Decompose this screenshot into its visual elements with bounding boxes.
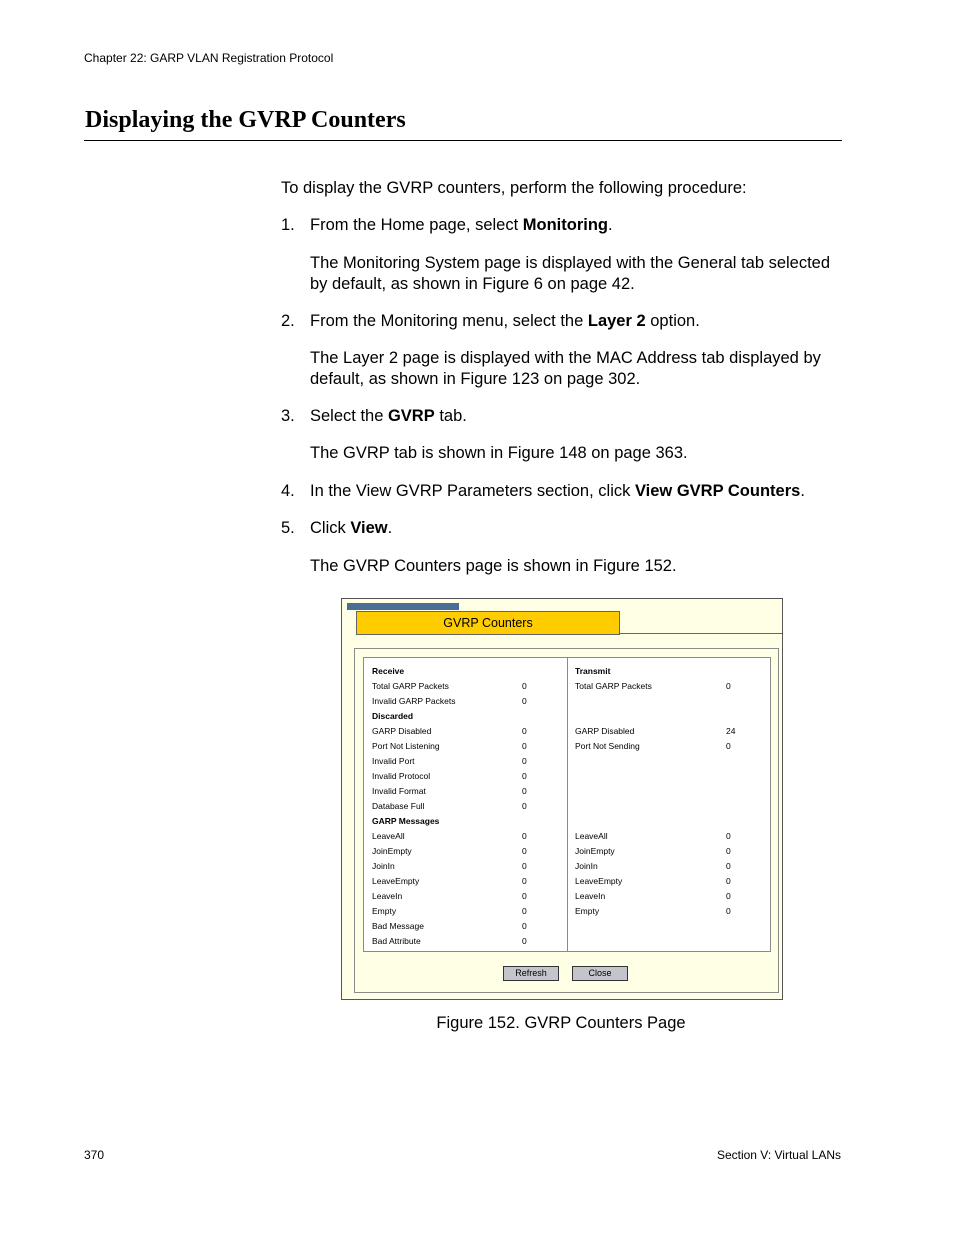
counter-label: Port Not Sending — [575, 741, 640, 751]
intro-text: To display the GVRP counters, perform the following procedure: — [281, 179, 747, 197]
footer-section: Section V: Virtual LANs — [716, 1148, 841, 1162]
counter-row — [575, 799, 765, 814]
counter-row — [575, 769, 765, 784]
step-text: From the Home page, select Monitoring. — [310, 216, 613, 234]
counter-row — [372, 889, 562, 904]
counter-label: LeaveEmpty — [372, 876, 420, 886]
step-note: The GVRP tab is shown in Figure 148 on page 363. — [310, 444, 688, 462]
counter-row — [372, 784, 562, 799]
counter-value: 24 — [726, 726, 736, 736]
tab-strip — [347, 603, 459, 610]
figure-caption: Figure 152. GVRP Counters Page — [436, 1014, 686, 1032]
counter-row — [575, 754, 765, 769]
tab-gvrp-counters[interactable]: GVRP Counters — [356, 611, 620, 635]
counter-row — [372, 859, 562, 874]
counter-value: 0 — [522, 891, 527, 901]
title-rule — [84, 140, 842, 141]
step-text: In the View GVRP Parameters section, click View GVRP Counters. — [310, 482, 805, 500]
chapter-header: Chapter 22: GARP VLAN Registration Protocol — [84, 51, 334, 65]
counter-label: Total GARP Packets — [575, 681, 652, 691]
counter-label: LeaveAll — [372, 831, 405, 841]
counter-value: 0 — [522, 801, 527, 811]
counter-value: 0 — [726, 846, 731, 856]
counter-group-header — [372, 709, 562, 724]
counter-value: 0 — [522, 921, 527, 931]
counter-row — [575, 829, 765, 844]
counter-label: GARP Disabled — [575, 726, 635, 736]
counter-label: Discarded — [372, 711, 414, 721]
counter-label: JoinEmpty — [372, 846, 412, 856]
counter-group-header — [372, 814, 562, 829]
counter-row — [575, 904, 765, 919]
counter-row — [575, 739, 765, 754]
step-number: 3. — [281, 407, 295, 425]
counter-row — [372, 904, 562, 919]
counter-label: JoinIn — [372, 861, 395, 871]
column-divider — [567, 658, 568, 951]
counter-value: 0 — [522, 726, 527, 736]
counter-row — [372, 799, 562, 814]
counter-label: LeaveEmpty — [575, 876, 623, 886]
counter-row — [575, 814, 765, 829]
counter-row — [575, 844, 765, 859]
step-number: 1. — [281, 216, 295, 234]
counter-value: 0 — [726, 741, 731, 751]
step-text: From the Monitoring menu, select the Layer 2 option. — [310, 312, 700, 330]
counter-value: 0 — [522, 936, 527, 946]
counter-row — [372, 724, 562, 739]
counter-row — [372, 739, 562, 754]
counter-row — [575, 889, 765, 904]
section-title: Displaying the GVRP Counters — [85, 107, 406, 133]
step-number: 5. — [281, 519, 295, 537]
counter-label: Database Full — [372, 801, 425, 811]
counter-value: 0 — [726, 861, 731, 871]
counter-label: LeaveIn — [575, 891, 606, 901]
counter-row — [575, 784, 765, 799]
counter-row — [372, 694, 562, 709]
counter-row — [372, 829, 562, 844]
counter-label: Receive — [372, 666, 405, 676]
counter-group-header — [372, 664, 562, 679]
gvrp-counters-screenshot — [341, 598, 783, 1000]
counters-table — [363, 657, 771, 952]
counter-row — [372, 754, 562, 769]
counter-value: 0 — [726, 891, 731, 901]
counter-row — [575, 859, 765, 874]
counters-panel — [354, 648, 779, 993]
counter-value: 0 — [522, 861, 527, 871]
page-number: 370 — [84, 1148, 105, 1162]
counter-label: Invalid GARP Packets — [372, 696, 456, 706]
counter-label: LeaveAll — [575, 831, 608, 841]
counter-value: 0 — [522, 681, 527, 691]
counter-label: Empty — [372, 906, 397, 916]
counter-group-header — [575, 664, 765, 679]
counter-label: Invalid Port — [372, 756, 415, 766]
counter-value: 0 — [726, 876, 731, 886]
counter-row — [575, 679, 765, 694]
close-button[interactable]: Close — [572, 966, 628, 981]
counter-label: LeaveIn — [372, 891, 403, 901]
counter-label: GARP Messages — [372, 816, 440, 826]
counter-label: Port Not Listening — [372, 741, 440, 751]
counter-value: 0 — [522, 756, 527, 766]
counter-value: 0 — [522, 771, 527, 781]
counter-label: Total GARP Packets — [372, 681, 449, 691]
counter-label: JoinIn — [575, 861, 598, 871]
counter-row — [372, 874, 562, 889]
step-note: The GVRP Counters page is shown in Figure 152. — [310, 557, 677, 575]
counter-value: 0 — [726, 906, 731, 916]
counter-label: Transmit — [575, 666, 611, 676]
refresh-button[interactable]: Refresh — [503, 966, 559, 981]
counter-row — [372, 919, 562, 934]
step-number: 4. — [281, 482, 295, 500]
step-note: The Layer 2 page is displayed with the MAC Address tab displayed by default, as shown in Figure 123 on page 302. — [310, 349, 821, 388]
counter-row — [575, 874, 765, 889]
counter-row — [372, 934, 562, 949]
counter-value: 0 — [726, 681, 731, 691]
counter-row — [372, 679, 562, 694]
counter-value: 0 — [522, 906, 527, 916]
counter-label: Invalid Format — [372, 786, 426, 796]
counter-value: 0 — [522, 831, 527, 841]
counter-value: 0 — [522, 696, 527, 706]
step-note: The Monitoring System page is displayed with the General tab selected by default, as shown in Figure 6 on page 42. — [310, 254, 831, 293]
counter-value: 0 — [522, 786, 527, 796]
counter-label: Invalid Protocol — [372, 771, 431, 781]
counter-row — [575, 694, 765, 709]
counter-row — [575, 709, 765, 724]
counter-row — [575, 724, 765, 739]
counter-row — [372, 769, 562, 784]
step-text: Select the GVRP tab. — [310, 407, 467, 425]
counter-value: 0 — [522, 741, 527, 751]
step-number: 2. — [281, 312, 295, 330]
counter-row — [372, 844, 562, 859]
counter-value: 0 — [522, 876, 527, 886]
counter-label: Bad Message — [372, 921, 424, 931]
counter-label: JoinEmpty — [575, 846, 615, 856]
counter-value: 0 — [726, 831, 731, 841]
counter-label: Bad Attribute — [372, 936, 421, 946]
counter-label: Empty — [575, 906, 600, 916]
step-text: Click View. — [310, 519, 393, 537]
counter-value: 0 — [522, 846, 527, 856]
counter-label: GARP Disabled — [372, 726, 432, 736]
